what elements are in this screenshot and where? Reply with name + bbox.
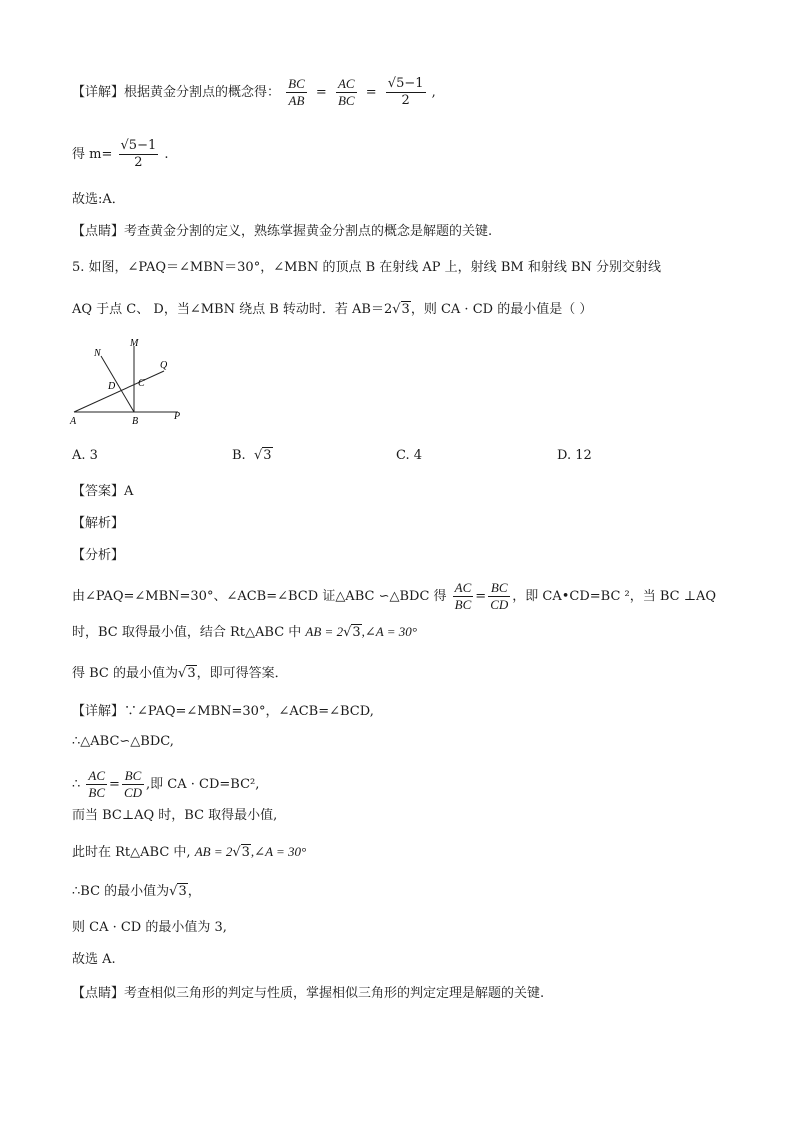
fraction-ac-bc: $\frac{AC}{BC}$ bbox=[454, 580, 472, 612]
label-n: N bbox=[94, 348, 101, 359]
option-a: A. 3 bbox=[72, 448, 98, 463]
label-a: A bbox=[70, 416, 77, 427]
analysis-line-1: 由∠PAQ=∠MBN=30°、∠ACB=∠BCD 证△ABC ∽△BDC 得 $\frac{AC}{BC}$ = $\frac{BC}{CD}$ ，即 CA•CD=BC ²，当 BC ⊥AQ bbox=[72, 580, 717, 612]
question-5-line-1: 5. 如图，∠PAQ＝∠MBN＝30°，∠MBN 的顶点 B 在射线 AP 上，射线 BM 和射线 BN 分别交射线 bbox=[72, 260, 662, 275]
detail-label: 【详解】根据黄金分割点的概念得： bbox=[72, 85, 281, 100]
label-c: C bbox=[138, 378, 145, 389]
detail-line-5: 此时在 Rt△ABC 中, AB = 2√3,∠A = 30° bbox=[72, 844, 307, 860]
label-m: M bbox=[130, 338, 139, 349]
m-value-line: 得 m= $\frac{√5-1}{2}$ . bbox=[72, 138, 169, 170]
detail-line-7: 则 CA · CD 的最小值为 3, bbox=[72, 920, 227, 935]
fraction-m: $\frac{√5-1}{2}$ bbox=[120, 138, 157, 170]
analysis-line-3: 得 BC 的最小值为√3，即可得答案． bbox=[72, 666, 288, 681]
comment-line: 【点睛】考查黄金分割的定义，熟练掌握黄金分割点的概念是解题的关键. bbox=[72, 224, 493, 239]
ray-bn bbox=[101, 356, 134, 412]
fraction-bc-ab: $\frac{BC}{AB}$ bbox=[288, 76, 305, 108]
jiexi-heading: 【解析】 bbox=[72, 516, 125, 531]
detail-line-2: ∴△ABC∽△BDC, bbox=[72, 734, 174, 749]
option-c: C. 4 bbox=[396, 448, 423, 463]
answer-line: 【答案】A bbox=[72, 484, 134, 499]
fraction-golden-ratio: $\frac{√5-1}{2}$ bbox=[387, 76, 424, 108]
analysis-line-2: 时，BC 取得最小值，结合 Rt△ABC 中 AB = 2√3,∠A = 30° bbox=[72, 624, 417, 640]
detail-golden-ratio-line: 【详解】根据黄金分割点的概念得： $\frac{BC}{AB}$ = $\frac{AC}{BC}$ = $\frac{√5-1}{2}$ , bbox=[72, 76, 436, 108]
geometry-figure bbox=[66, 334, 196, 434]
fraction-bc-cd: $\frac{BC}{CD}$ bbox=[490, 580, 509, 612]
label-p: P bbox=[174, 411, 181, 422]
label-d: D bbox=[108, 381, 116, 392]
option-b: B. √3 bbox=[232, 448, 272, 463]
sqrt-3: √3 bbox=[392, 302, 410, 317]
label-q: Q bbox=[160, 360, 168, 371]
fraction-ac-bc: $\frac{AC}{BC}$ bbox=[337, 76, 355, 108]
detail-line-4: 而当 BC⊥AQ 时，BC 取得最小值, bbox=[72, 808, 278, 823]
question-5-line-2: AQ 于点 C、 D，当∠MBN 绕点 B 转动时．若 AB＝2√3，则 CA · CD 的最小值是（ ） bbox=[72, 300, 592, 320]
choice-line: 故选:A． bbox=[72, 192, 125, 207]
fenxi-heading: 【分析】 bbox=[72, 548, 125, 563]
detail-line-9: 【点睛】考查相似三角形的判定与性质，掌握相似三角形的判定定理是解题的关键. bbox=[72, 986, 545, 1001]
ray-aq bbox=[74, 371, 164, 412]
detail-line-3: ∴ $\frac{AC}{BC}$ = $\frac{BC}{CD}$ ,即 CA · CD=BC², bbox=[72, 768, 260, 800]
detail-line-8: 故选 A. bbox=[72, 952, 116, 967]
detail-line-1: 【详解】∵∠PAQ=∠MBN=30°，∠ACB=∠BCD, bbox=[72, 704, 374, 719]
option-d: D. 12 bbox=[557, 448, 592, 463]
label-b: B bbox=[132, 416, 139, 427]
detail-line-6: ∴BC 的最小值为√3， bbox=[72, 884, 201, 899]
